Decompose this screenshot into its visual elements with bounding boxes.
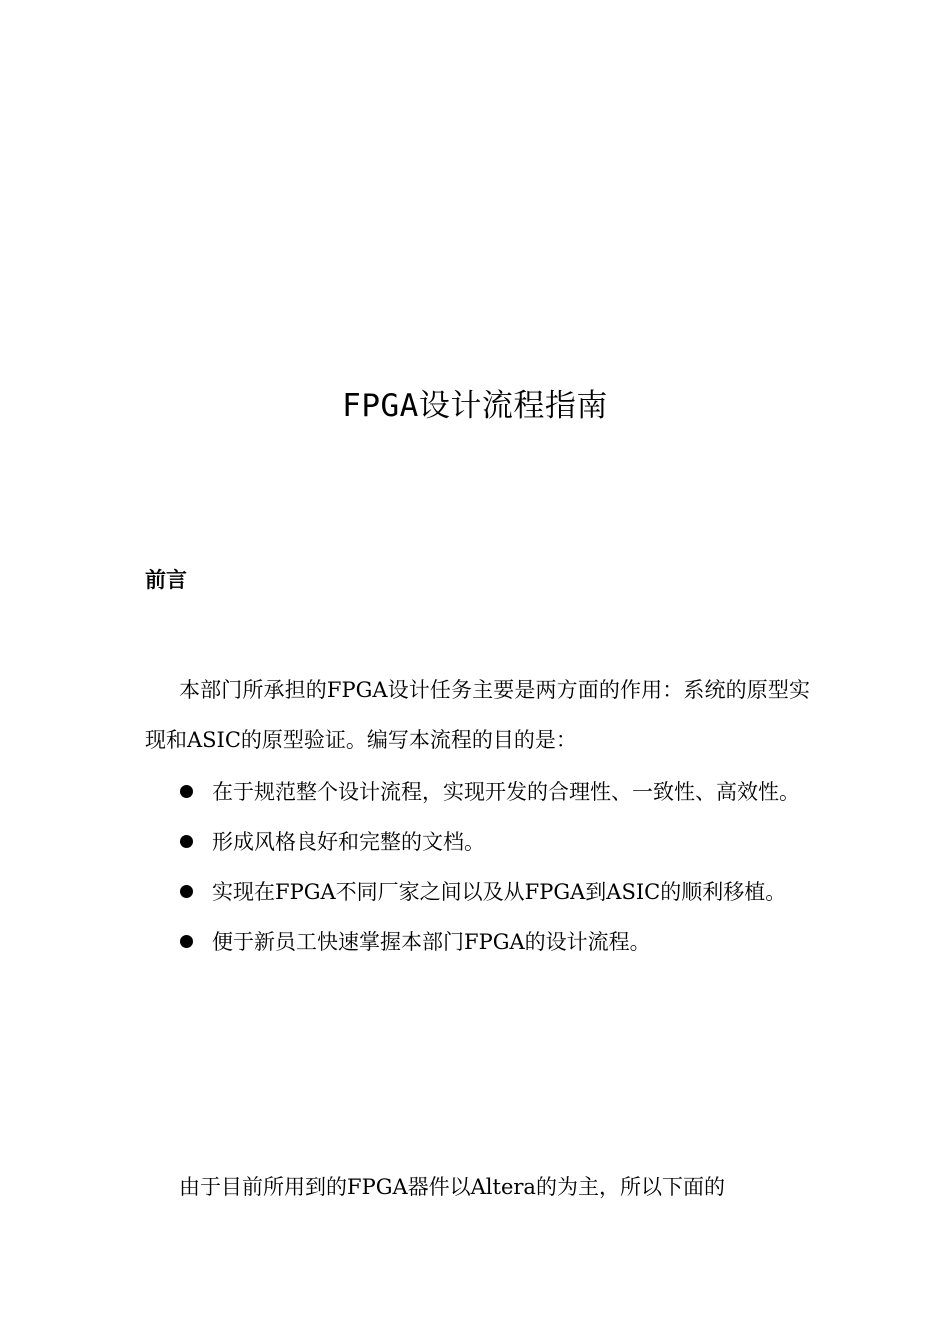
bullet-dot-icon bbox=[180, 835, 193, 848]
closing-paragraph: 由于目前所用到的FPGA器件以Altera的为主，所以下面的 bbox=[179, 1175, 725, 1199]
list-item-text: 便于新员工快速掌握本部门FPGA的设计流程。 bbox=[212, 930, 651, 954]
bullet-dot-icon bbox=[180, 885, 193, 898]
list-item bbox=[178, 917, 810, 967]
bullet-dot-icon bbox=[180, 785, 193, 798]
list-item bbox=[178, 817, 810, 867]
document-title: FPGA设计流程指南 bbox=[342, 388, 608, 424]
intro-paragraph: 本部门所承担的FPGA设计任务主要是两方面的作用：系统的原型实现和ASIC的原型验证。编写本流程的目的是： bbox=[145, 678, 810, 752]
list-item-text: 在于规范整个设计流程，实现开发的合理性、一致性、高效性。 bbox=[212, 780, 800, 804]
list-item bbox=[178, 867, 810, 917]
list-item-text: 实现在FPGA不同厂家之间以及从FPGA到ASIC的顺利移植。 bbox=[212, 880, 787, 904]
list-item-text: 形成风格良好和完整的文档。 bbox=[212, 830, 485, 854]
goals-bullet-list bbox=[178, 767, 810, 967]
section-heading-preface: 前言 bbox=[145, 568, 187, 592]
list-item bbox=[178, 767, 810, 817]
bullet-dot-icon bbox=[180, 935, 193, 948]
